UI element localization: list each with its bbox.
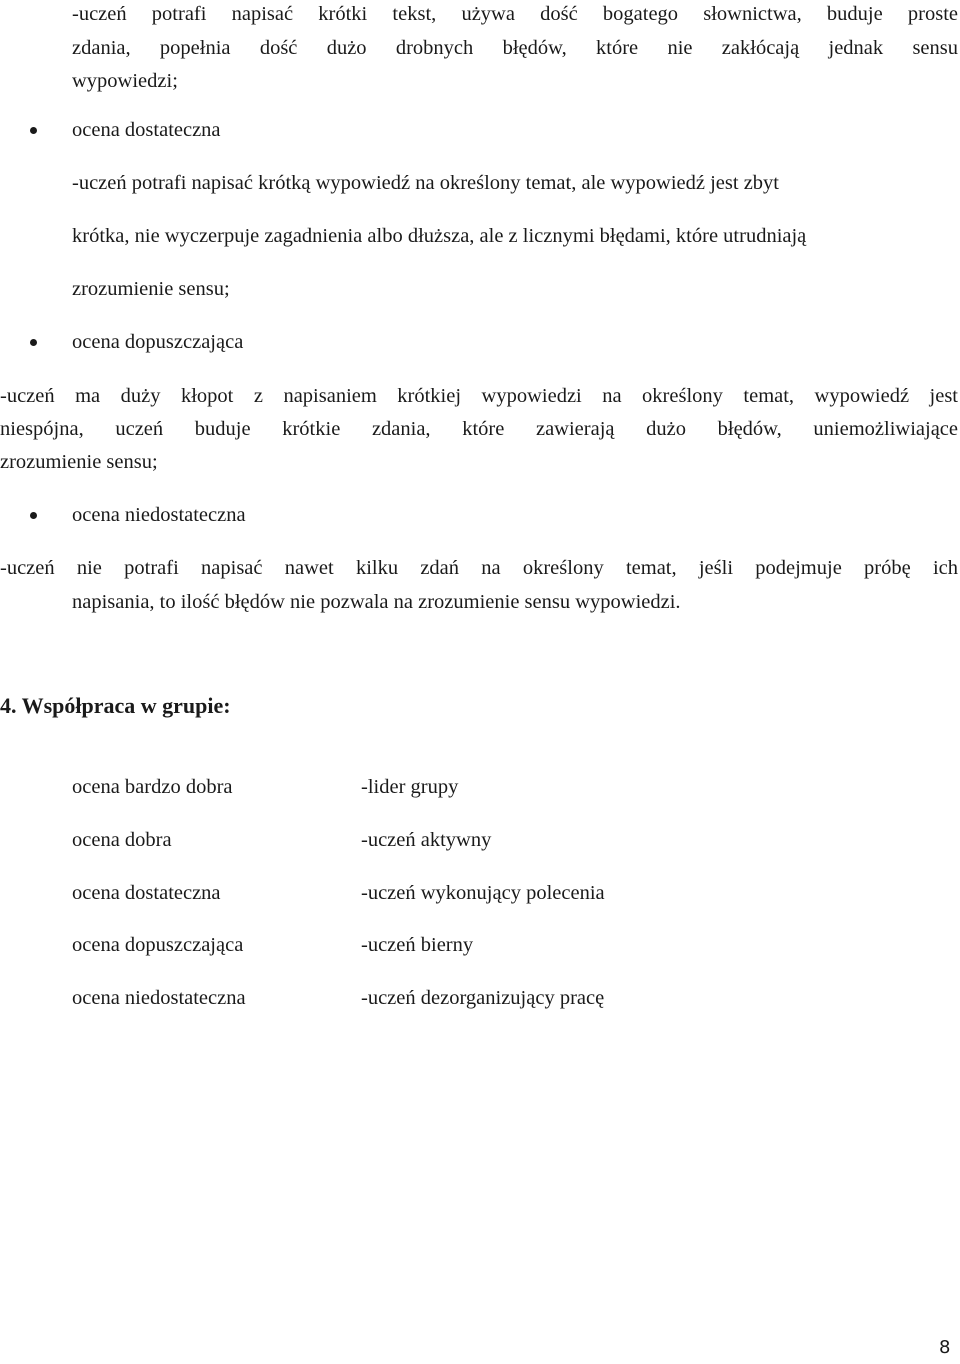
- grade-desc-line: krótka, nie wyczerpuje zagadnienia albo dłuższa, ale z licznymi błędami, które utrudniają: [72, 225, 807, 247]
- grade-label-dostateczna: ocena dostateczna: [72, 119, 221, 141]
- row-role: -uczeń dezorganizujący pracę: [361, 987, 605, 1009]
- bullet-icon: [30, 339, 37, 346]
- grade-desc-line: napisania, to ilość błędów nie pozwala na zrozumienie sensu wypowiedzi.: [72, 591, 681, 613]
- row-role: -uczeń wykonujący polecenia: [361, 882, 605, 904]
- row-grade: ocena dopuszczająca: [72, 934, 244, 956]
- grade-label-niedostateczna: ocena niedostateczna: [72, 504, 246, 526]
- row-grade: ocena niedostateczna: [72, 987, 246, 1009]
- intro-line-3: wypowiedzi;: [72, 70, 178, 92]
- bullet-icon: [30, 512, 37, 519]
- row-role: -lider grupy: [361, 776, 459, 798]
- row-grade: ocena dobra: [72, 829, 172, 851]
- intro-line-1: -uczeń potrafi napisać krótki tekst, używa dość bogatego słownictwa, buduje proste: [72, 3, 958, 25]
- grade-desc-line: zrozumienie sensu;: [72, 278, 230, 300]
- section-heading: 4. Współpraca w grupie:: [0, 693, 231, 718]
- row-role: -uczeń aktywny: [361, 829, 492, 851]
- grade-label-dopuszczajaca: ocena dopuszczająca: [72, 331, 244, 353]
- bullet-icon: [30, 127, 37, 134]
- intro-line-2: zdania, popełnia dość dużo drobnych błędów, które nie zakłócają jednak sensu: [72, 37, 958, 59]
- grade-desc-line: niespójna, uczeń buduje krótkie zdania, które zawierają dużo błędów, uniemożliwiające: [0, 418, 958, 440]
- row-grade: ocena dostateczna: [72, 882, 221, 904]
- page-number: 8: [939, 1337, 951, 1358]
- row-role: -uczeń bierny: [361, 934, 474, 956]
- row-grade: ocena bardzo dobra: [72, 776, 233, 798]
- grade-desc-line: zrozumienie sensu;: [0, 451, 158, 473]
- grade-desc-line: -uczeń nie potrafi napisać nawet kilku zdań na określony temat, jeśli podejmuje próbę ich: [0, 557, 958, 579]
- grade-desc-line: -uczeń ma duży kłopot z napisaniem krótkiej wypowiedzi na określony temat, wypowiedź jest: [0, 385, 958, 407]
- grade-desc-line: -uczeń potrafi napisać krótką wypowiedź na określony temat, ale wypowiedź jest zbyt: [72, 172, 779, 194]
